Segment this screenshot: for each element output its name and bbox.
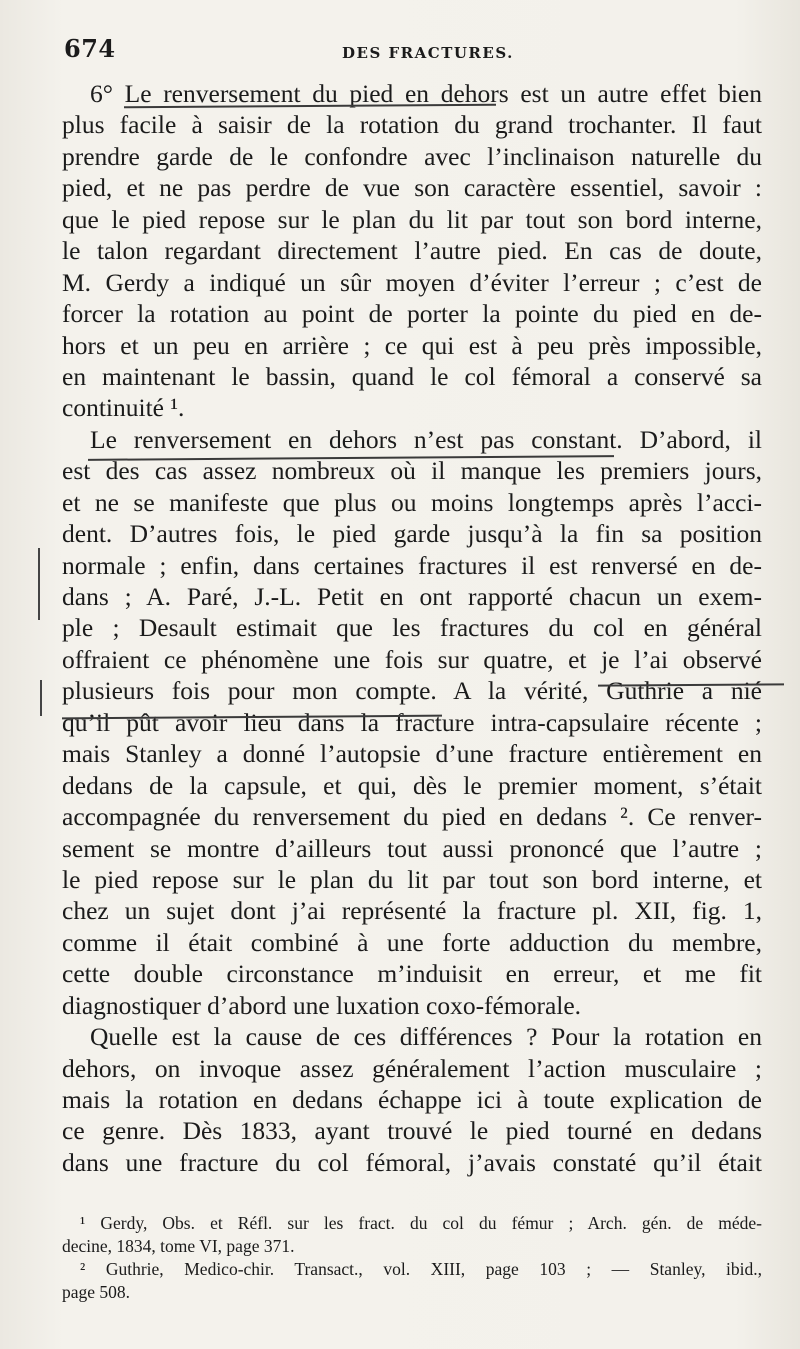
text-line: qu’il pût avoir lieu dans la fracture intra-capsulaire récente ; <box>62 707 762 737</box>
text-line: mais Stanley a donné l’autopsie d’une fracture entièrement en <box>62 739 762 769</box>
text-line: plusieurs fois pour mon compte. A la vérité, Guthrie a nié <box>62 676 762 706</box>
text-line: ce genre. Dès 1833, ayant trouvé le pied tourné en dedans <box>62 1116 762 1146</box>
body-text <box>62 78 762 1178</box>
footnote-line: ¹ Gerdy, Obs. et Réfl. sur les fract. du col du fémur ; Arch. gén. de méde- <box>80 1213 762 1233</box>
text-line: normale ; enfin, dans certaines fractures il est renversé en de- <box>62 550 762 580</box>
text-line: dent. D’autres fois, le pied garde jusqu’à la fin sa position <box>62 519 762 549</box>
text-line: diagnostiquer d’abord une luxation coxo-fémorale. <box>62 990 582 1020</box>
text-line: pied, et ne pas perdre de vue son caractère essentiel, savoir : <box>62 173 762 203</box>
text-line: offraient ce phénomène une fois sur quatre, et je l’ai observé <box>62 644 762 674</box>
margin-mark <box>38 548 40 620</box>
text-line: le talon regardant directement l’autre pied. En cas de doute, <box>62 236 762 266</box>
footnote-line: ² Guthrie, Medico-chir. Transact., vol. XIII, page 103 ; — Stanley, ibid., <box>80 1259 762 1279</box>
text-line: et ne se manifeste que plus ou moins longtemps après l’acci- <box>62 487 762 517</box>
text-line: chez un sujet dont j’ai représenté la fracture pl. XII, fig. 1, <box>62 896 762 926</box>
text-line: 6° Le renversement du pied en dehors est un autre effet bien <box>90 79 762 108</box>
footnote-line: decine, 1834, tome VI, page 371. <box>62 1236 295 1256</box>
text-line: M. Gerdy a indiqué un sûr moyen d’éviter l’erreur ; c’est de <box>62 267 762 297</box>
footnote-line: page 508. <box>62 1282 131 1302</box>
text-line: dans une fracture du col fémoral, j’avais constaté qu’il était <box>62 1147 762 1177</box>
text-line: Le renversement en dehors n’est pas constant. D’abord, il <box>90 424 762 454</box>
text-line: ple ; Desault estimait que les fractures du col en général <box>62 613 762 643</box>
text-line: dans ; A. Paré, J.-L. Petit en ont rapporté chacun un exem- <box>62 582 762 611</box>
footnotes <box>62 1212 762 1304</box>
text-line: prendre garde de le confondre avec l’inclinaison naturelle du <box>62 141 762 171</box>
margin-mark <box>40 680 42 716</box>
running-head: DES FRACTURES. <box>342 44 514 62</box>
text-line: comme il était combiné à une forte adduction du membre, <box>62 927 762 957</box>
text-line: accompagnée du renversement du pied en dedans ². Ce renver- <box>62 802 762 832</box>
text-line: dedans de la capsule, et qui, dès le premier moment, s’était <box>62 770 762 800</box>
text-line: cette double circonstance m’induisit en erreur, et me fit <box>62 959 762 989</box>
text-line: sement se montre d’ailleurs tout aussi prononcé que l’autre ; <box>62 833 762 863</box>
text-line: que le pied repose sur le plan du lit par tout son bord interne, <box>62 204 762 234</box>
page-number: 674 <box>64 34 116 63</box>
text-line: le pied repose sur le plan du lit par tout son bord interne, et <box>62 864 762 894</box>
text-line: en maintenant le bassin, quand le col fémoral a conservé sa <box>62 361 762 391</box>
text-line: Quelle est la cause de ces différences ? Pour la rotation en <box>90 1022 762 1052</box>
page-header <box>64 34 764 68</box>
text-line: continuité ¹. <box>62 393 185 423</box>
text-line: est des cas assez nombreux où il manque les premiers jours, <box>62 456 762 486</box>
text-line: dehors, on invoque assez généralement l’action musculaire ; <box>62 1053 762 1083</box>
text-line: forcer la rotation au point de porter la pointe du pied en de- <box>62 299 762 329</box>
text-line: mais la rotation en dedans échappe ici à toute explication de <box>62 1085 762 1114</box>
text-line: plus facile à saisir de la rotation du grand trochanter. Il faut <box>62 110 762 140</box>
text-line: hors et un peu en arrière ; ce qui est à peu près impossible, <box>62 330 762 360</box>
